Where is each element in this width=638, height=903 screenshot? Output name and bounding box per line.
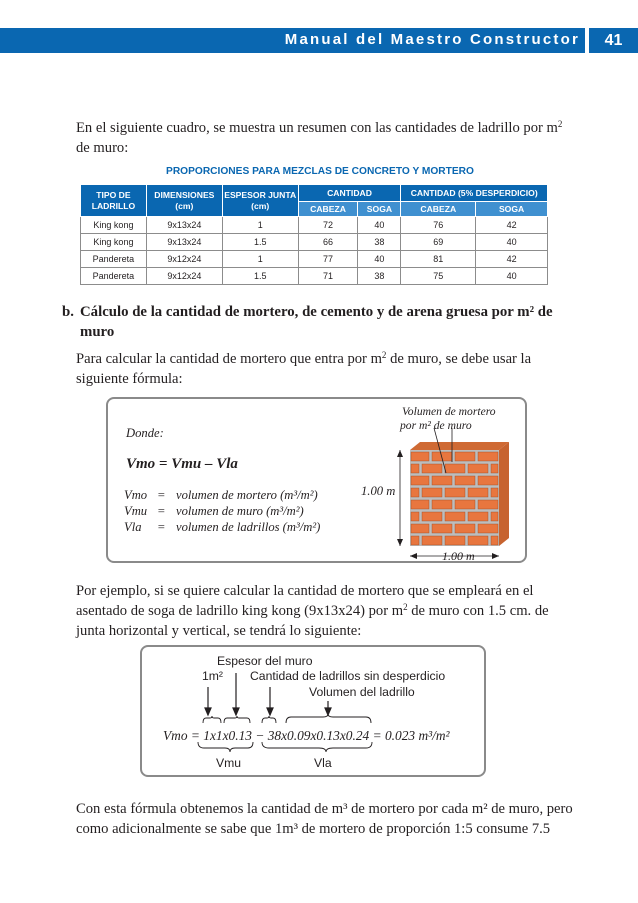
wall-side-face — [499, 442, 509, 546]
label-cantidad: Cantidad de ladrillos sin desperdicio — [250, 669, 446, 683]
cell: 1 — [222, 217, 298, 234]
cell: Pandereta — [81, 268, 147, 285]
cell: 71 — [298, 268, 358, 285]
intro-text: En el siguiente cuadro, se muestra un resumen con las cantidades de ladrillo por m — [76, 120, 558, 136]
cell: King kong — [81, 217, 147, 234]
cell: 9x13x24 — [146, 217, 222, 234]
def-symbol: Vla — [124, 520, 142, 534]
table-row — [81, 217, 548, 234]
cell: 9x12x24 — [146, 251, 222, 268]
arrow-espesor-head — [233, 708, 239, 715]
header-cabeza: CABEZA — [298, 202, 358, 217]
def-desc: volumen de muro (m³/m²) — [176, 504, 304, 518]
cell: 66 — [298, 234, 358, 251]
table-title: PROPORCIONES PARA MEZCLAS DE CONCRETO Y MORTERO — [166, 166, 474, 177]
example-line2a: asentado de soga de ladrillo king kong (9x13x24) por m — [76, 603, 404, 619]
table-row — [81, 234, 548, 251]
cell: 40 — [358, 217, 401, 234]
cell: 1.5 — [222, 268, 298, 285]
wall-label-line1: Volumen de mortero — [402, 405, 496, 418]
cell: 1.5 — [222, 234, 298, 251]
closing-line2: como adicionalmente se sabe que 1m³ de mortero de proporción 1:5 consume 7.5 — [76, 821, 551, 837]
section-letter: b. — [62, 304, 74, 320]
example-formula: Vmo = 1x1x0.13 − 38x0.09x0.13x0.24 = 0.023 m³/m² — [163, 728, 450, 743]
cell: King kong — [81, 234, 147, 251]
cell: 77 — [298, 251, 358, 268]
cell: 40 — [476, 268, 548, 285]
table-row — [81, 268, 548, 285]
header-title: Manual del Maestro Constructor — [284, 31, 580, 48]
cell: 9x12x24 — [146, 268, 222, 285]
closing-line1: Con esta fórmula obtenemos la cantidad de m³ de mortero por cada m² de muro, pero — [76, 801, 573, 817]
cell: 1 — [222, 251, 298, 268]
brace-4 — [286, 714, 371, 723]
brace-2 — [224, 716, 250, 723]
def-desc: volumen de ladrillos (m³/m²) — [176, 520, 321, 534]
example-line1: Por ejemplo, si se quiere calcular la cantidad de mortero que se empleará en el — [76, 583, 534, 599]
cell: 38 — [358, 268, 401, 285]
cell: 76 — [401, 217, 476, 234]
cell: 69 — [401, 234, 476, 251]
wall-top-face — [410, 442, 509, 450]
formula-annotations — [140, 645, 486, 777]
def-desc: volumen de mortero (m³/m²) — [176, 488, 318, 502]
section-title-line2: muro — [80, 324, 115, 340]
closing-paragraph — [76, 799, 576, 839]
def-eq: = — [157, 504, 166, 518]
cell: 40 — [476, 234, 548, 251]
cell: 42 — [476, 217, 548, 234]
section-title-line1: Cálculo de la cantidad de mortero, de cemento y de arena gruesa por m² de — [80, 304, 553, 320]
header-cantidad: CANTIDAD — [298, 185, 401, 202]
arrow-volumen-head — [325, 708, 331, 715]
cell: 42 — [476, 251, 548, 268]
formula-main: Vmo = Vmu – Vla — [126, 456, 238, 472]
cell: 9x13x24 — [146, 234, 222, 251]
donde-label: Donde: — [126, 426, 164, 440]
header-cabeza-desp: CABEZA — [401, 202, 476, 217]
brace-1 — [203, 716, 221, 723]
def-eq: = — [157, 520, 166, 534]
header-tipo: TIPO DE LADRILLO — [81, 185, 147, 217]
dim-width-label: 1.00 m — [442, 549, 475, 563]
cell: 40 — [358, 251, 401, 268]
formula-intro-paragraph — [76, 349, 576, 389]
wall-label-line2: por m² de muro — [400, 419, 472, 432]
para-b-text-b: de muro, se debe usar la — [386, 351, 532, 367]
header-soga-desp: SOGA — [476, 202, 548, 217]
example-line2b: de muro con 1.5 cm. de — [407, 603, 549, 619]
dim-height-label: 1.00 m — [361, 484, 396, 498]
label-volumen: Volumen del ladrillo — [309, 685, 415, 699]
label-vmu: Vmu — [216, 756, 242, 770]
label-vla: Vla — [314, 756, 332, 770]
label-espesor: Espesor del muro — [217, 654, 313, 668]
example-line3: junta horizontal y vertical, se tendrá lo siguiente: — [76, 623, 362, 639]
cell: 81 — [401, 251, 476, 268]
page-number: 41 — [589, 28, 638, 53]
def-symbol: Vmo — [124, 488, 148, 502]
arrow-cantidad-head — [267, 708, 273, 715]
cell: Pandereta — [81, 251, 147, 268]
header-soga: SOGA — [358, 202, 401, 217]
brace-3 — [262, 716, 276, 723]
intro-paragraph — [76, 118, 576, 158]
brace-vmu — [198, 742, 253, 752]
cell: 75 — [401, 268, 476, 285]
example-line2-sup: 2 — [403, 602, 408, 612]
para-b-text: Para calcular la cantidad de mortero que entra por m — [76, 351, 382, 367]
brace-vla — [262, 742, 372, 752]
table-row — [81, 251, 548, 268]
intro-text-2: de muro: — [76, 140, 129, 156]
def-symbol: Vmu — [124, 504, 148, 518]
section-b-heading — [62, 302, 582, 342]
header-cantidad-desperdicio: CANTIDAD (5% DESPERDICIO) — [401, 185, 548, 202]
example-paragraph — [76, 581, 576, 641]
intro-sup: 2 — [557, 119, 563, 129]
para-b-sup: 2 — [381, 350, 387, 360]
def-eq: = — [157, 488, 166, 502]
header-dimensiones: DIMENSIONES (cm) — [146, 185, 222, 217]
para-b-text-2: siguiente fórmula: — [76, 371, 183, 387]
label-1m2: 1m² — [202, 669, 223, 683]
brick-wall-illustration — [390, 420, 520, 566]
cell: 38 — [358, 234, 401, 251]
arrow-1m2-head — [205, 708, 211, 715]
proportions-table — [80, 184, 548, 285]
header-espesor: ESPESOR JUNTA (cm) — [222, 185, 298, 217]
cell: 72 — [298, 217, 358, 234]
